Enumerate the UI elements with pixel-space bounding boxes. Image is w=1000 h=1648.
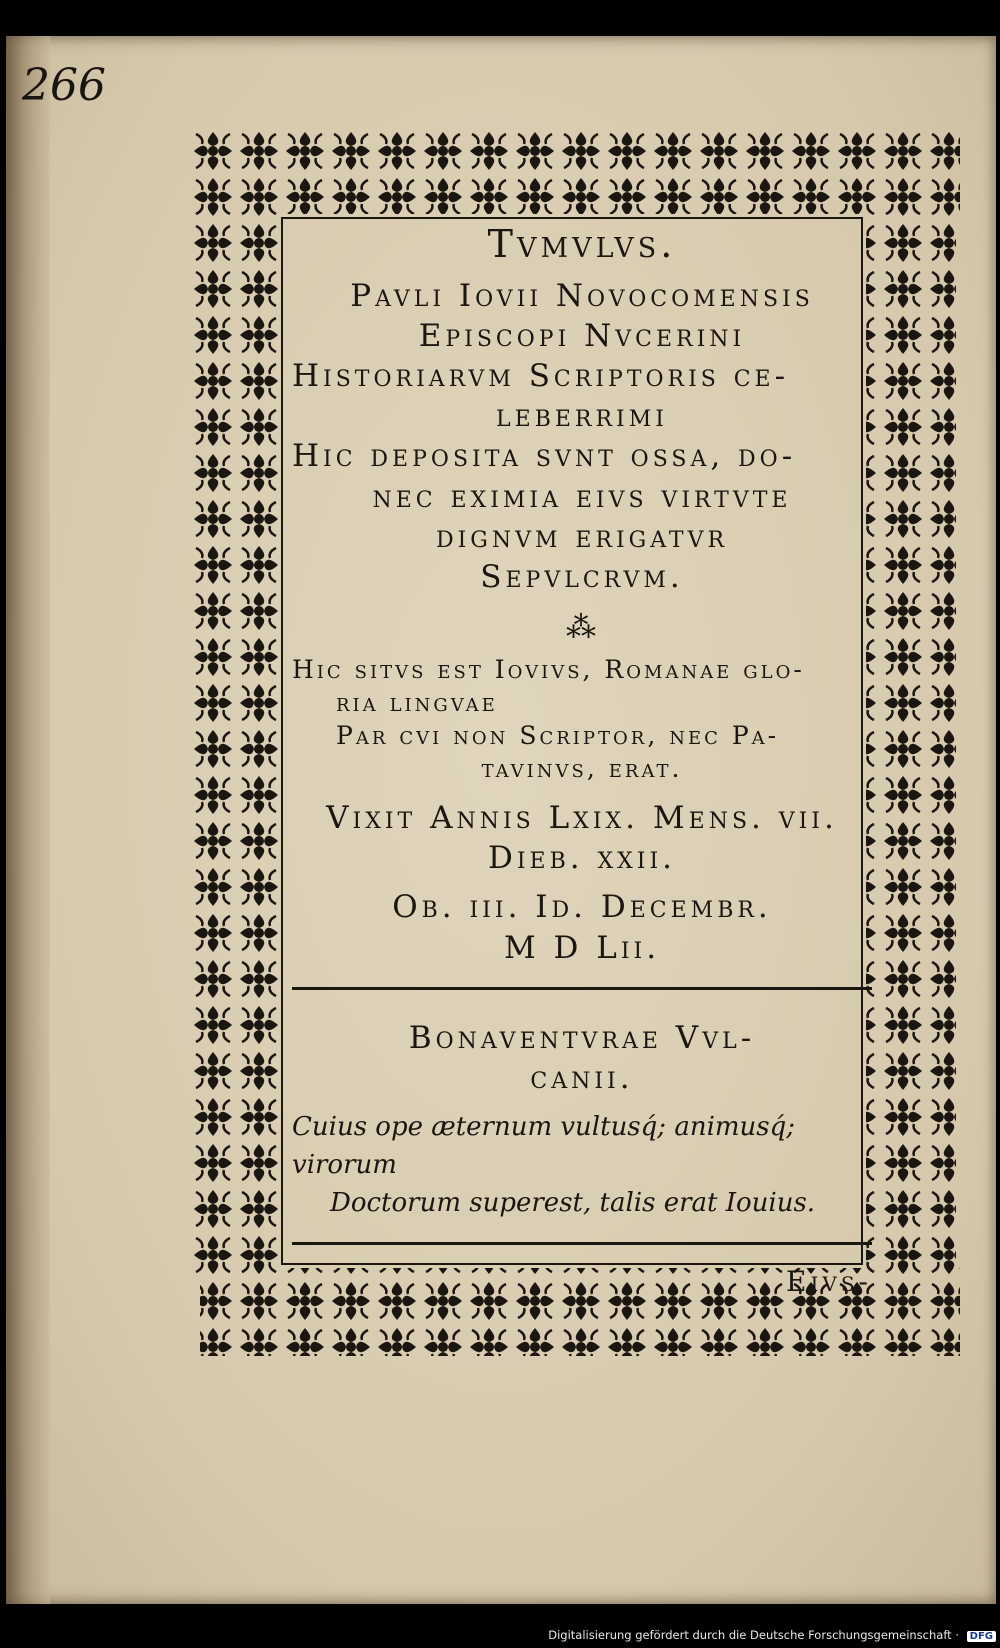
credit-text: Digitalisierung gefördert durch die Deutsche Forschungsgemeinschaft · (548, 1628, 959, 1642)
bonaventura-heading: canii. (530, 1060, 634, 1097)
page-gutter-shadow (6, 36, 50, 1604)
verse-line: Cuius ope æternum vultusq́; animusq́; virorum (292, 1112, 796, 1180)
epigram-line: Par cvi non Scriptor, nec Pa- (336, 721, 780, 751)
tumulus-line: Sepvlcrvm. (480, 558, 684, 595)
digitization-credit (0, 1628, 996, 1648)
vita-line: M D Lii. (503, 929, 661, 966)
epitaph-text (292, 222, 872, 1326)
tumulus-line: Pavli Iovii Novocomensis (350, 277, 814, 314)
tumulus-line: Hic deposita svnt ossa, do- (292, 438, 797, 475)
tumulus-line: Episcopi Nvcerini (418, 317, 746, 354)
dfg-logo: DFG (967, 1631, 996, 1642)
tumulus-line: nec eximia eivs virtvte (372, 478, 792, 515)
handwritten-page-number: 266 (22, 60, 106, 111)
title-tumulus: Tvmvlvs. (487, 222, 677, 266)
divider (292, 987, 872, 990)
bonaventura-heading: Bonaventvrae Vvl- (408, 1019, 756, 1056)
catchword: Eivs- (786, 1265, 872, 1299)
divider (292, 1242, 872, 1245)
verse-line: Doctorum superest, talis erat Iouius. (330, 1187, 816, 1218)
epigram-line: ria lingvae (336, 688, 498, 718)
tumulus-line: dignvm erigatvr (435, 518, 729, 555)
vita-line: Ob. iii. Id. Decembr. (392, 889, 772, 926)
vita-line: Vixit Annis Lxix. Mens. vii. (326, 800, 838, 837)
asterism-ornament: ⁂ (566, 610, 598, 646)
epigram-line: tavinvs, erat. (481, 754, 683, 784)
tumulus-line: leberrimi (496, 398, 668, 435)
tumulus-line: Historiarvm Scriptoris ce- (292, 357, 790, 394)
epigram-line: Hic sitvs est Iovivs, Romanae glo- (292, 655, 805, 685)
vita-line: Dieb. xxii. (487, 840, 677, 877)
